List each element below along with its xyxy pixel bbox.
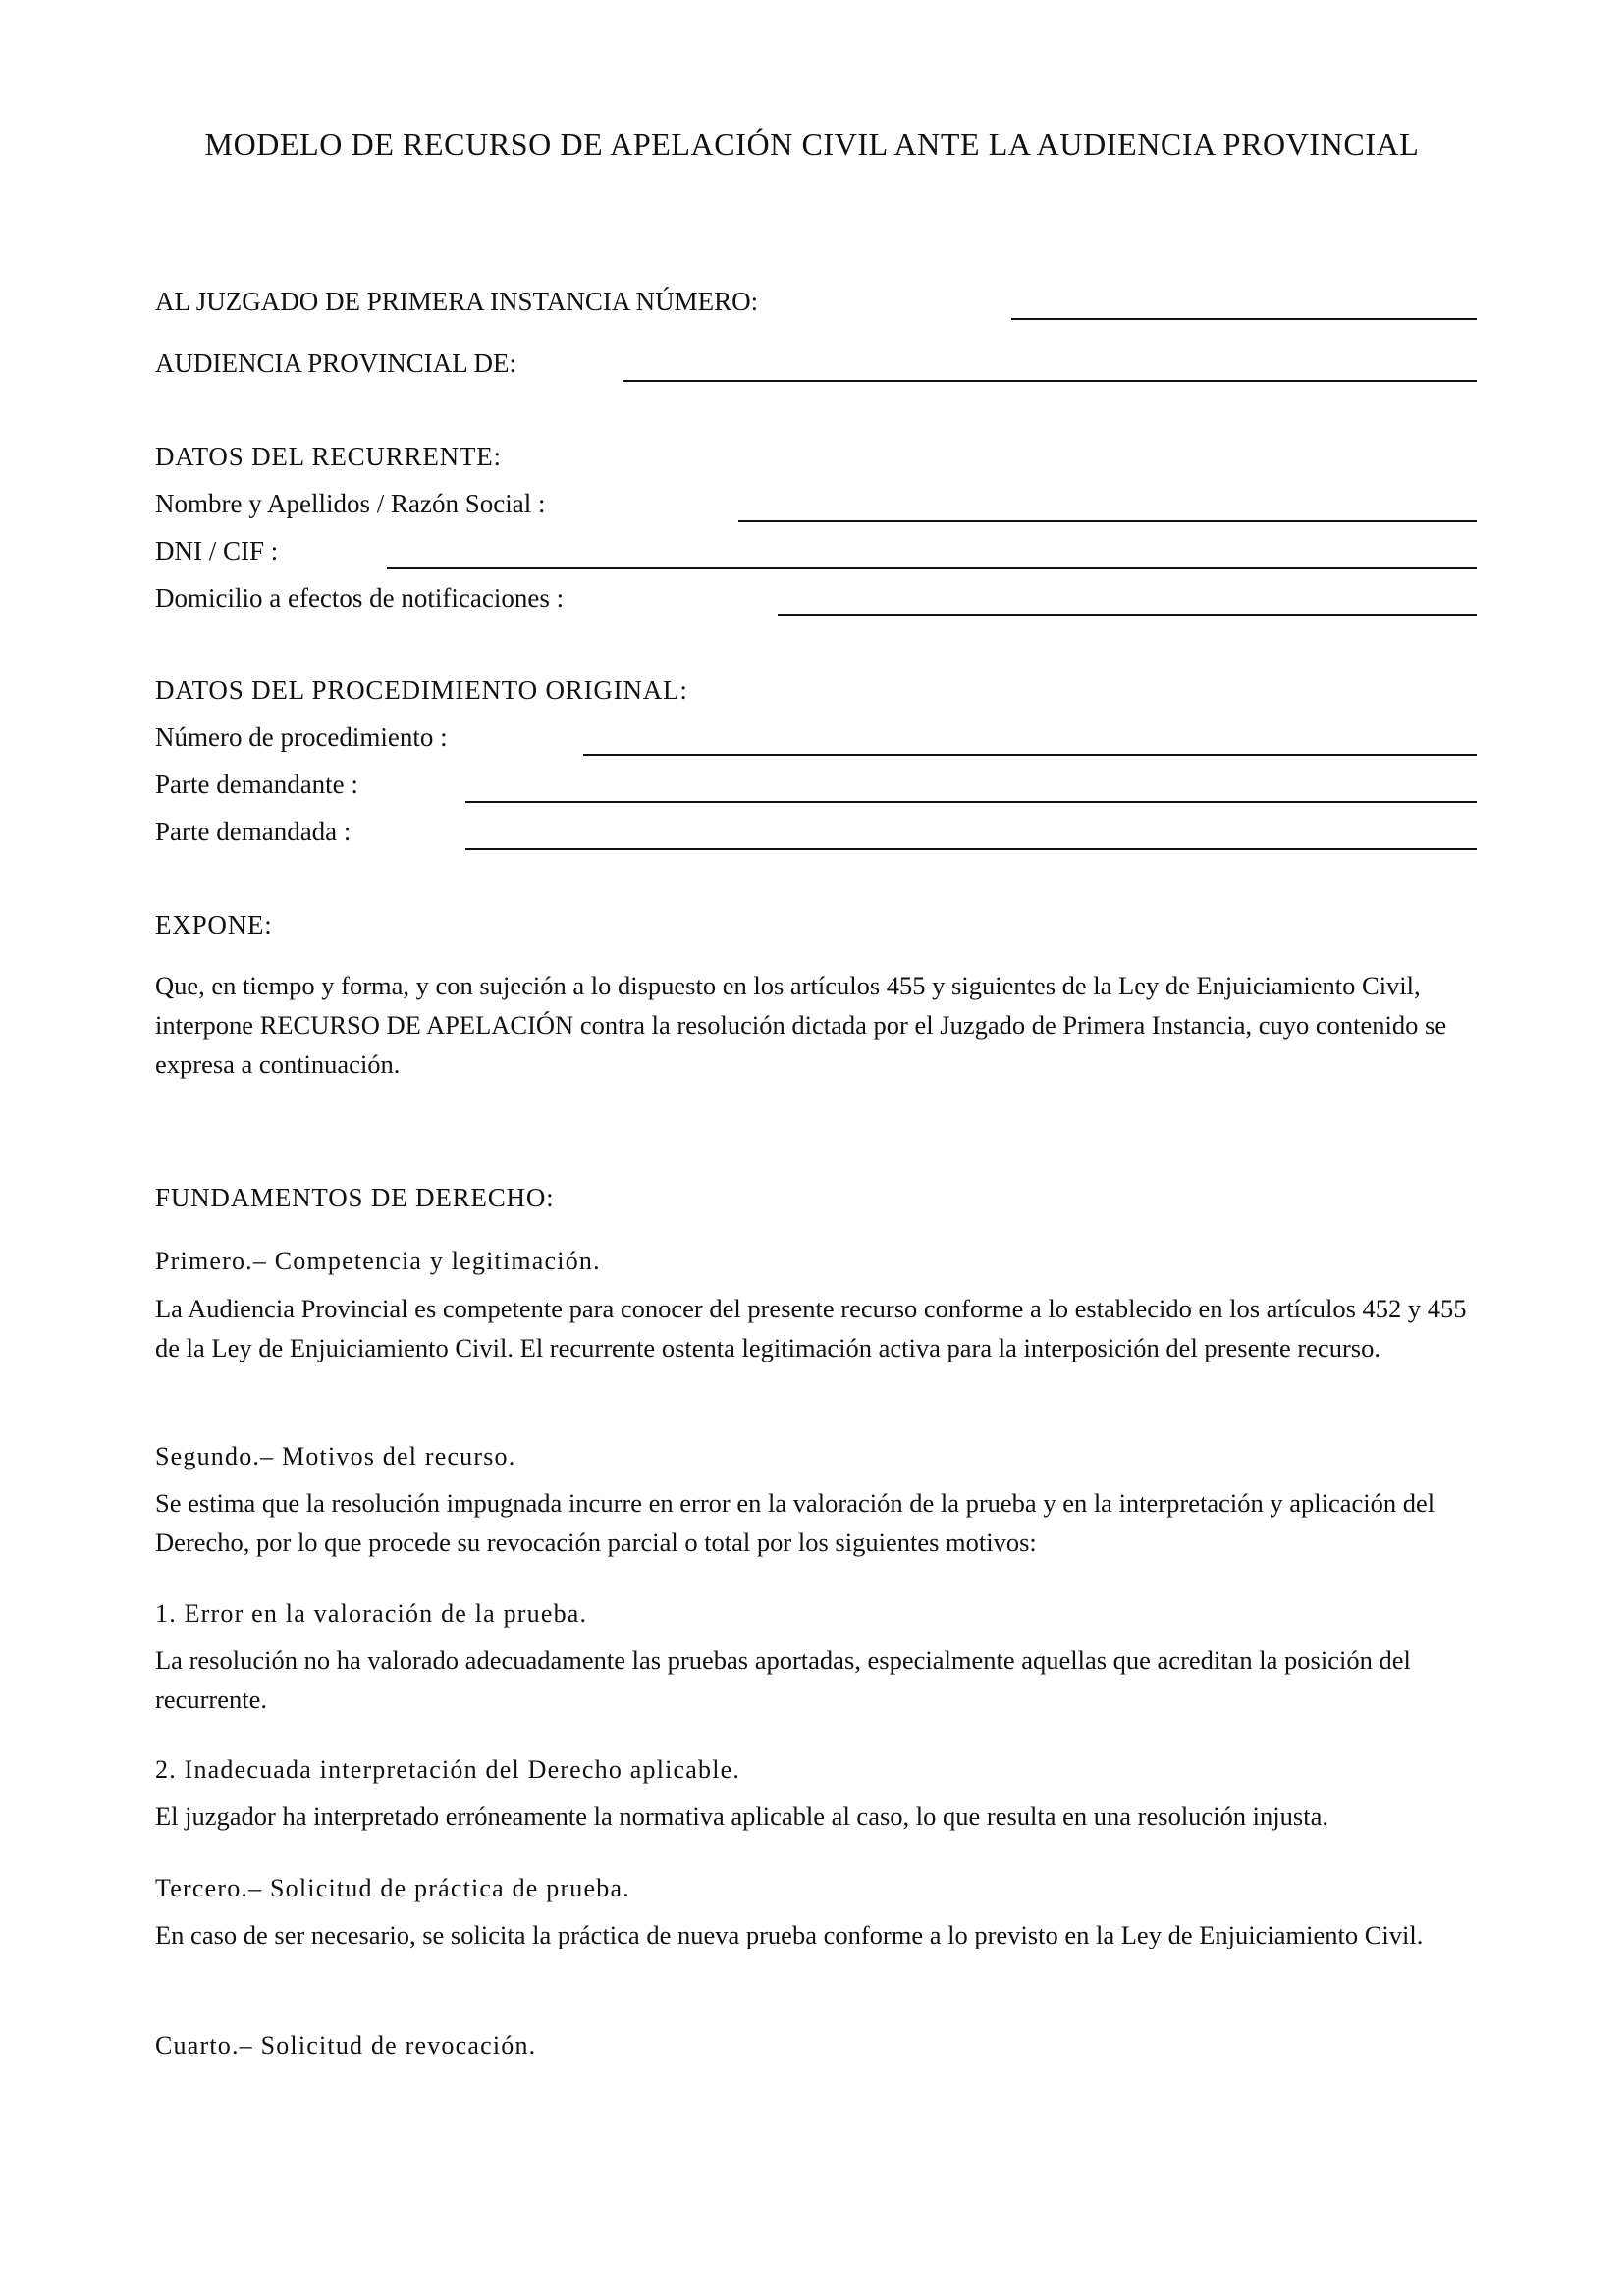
field-parte-demandante [155,768,1477,807]
field-input-line[interactable] [387,567,1477,569]
field-input-line[interactable] [623,380,1477,382]
field-parte-demandada [155,815,1477,854]
field-label: Nombre y Apellidos / Razón Social : [155,489,546,518]
fundamento-title-tercero: Tercero.– Solicitud de práctica de prueba. [155,1874,630,1902]
field-numero-procedimiento [155,721,1477,760]
section-heading-expone: EXPONE: [155,910,273,939]
field-label: Domicilio a efectos de notificaciones : [155,583,565,613]
field-label: DNI / CIF : [155,536,279,565]
field-input-line[interactable] [583,754,1477,756]
field-audiencia-provincial [155,347,1477,386]
field-nombre-razon-social [155,487,1477,526]
field-input-line[interactable] [778,614,1477,616]
field-label: Número de procedimiento : [155,722,448,752]
section-heading-procedimiento: DATOS DEL PROCEDIMIENTO ORIGINAL: [155,675,688,705]
section-heading-recurrente: DATOS DEL RECURRENTE: [155,442,502,471]
field-label: Parte demandante : [155,770,358,799]
motivo-text-2: El juzgador ha interpretado erróneamente la normativa aplicable al caso, lo que resulta en una resolución injusta. [155,1801,1328,1831]
motivo-text-1: La resolución no ha valorado adecuadamente las pruebas aportadas, especialmente aquellas que acreditan la posición del recurrente. [155,1645,1411,1714]
field-input-line[interactable] [465,801,1477,803]
field-dni-cif [155,534,1477,573]
motivo-title-1: 1. Error en la valoración de la prueba. [155,1599,588,1628]
field-domicilio [155,581,1477,620]
fundamento-title-primero: Primero.– Competencia y legitimación. [155,1247,601,1275]
section-heading-fundamentos: FUNDAMENTOS DE DERECHO: [155,1183,555,1212]
fundamento-text-segundo: Se estima que la resolución impugnada incurre en error en la valoración de la prueba y en la interpretación y aplicación del Derecho, por lo que procede su revocación parcial o total por los siguientes motivos: [155,1488,1435,1557]
field-label: AL JUZGADO DE PRIMERA INSTANCIA NÚMERO: [155,287,759,316]
field-juzgado-numero [155,285,1477,324]
motivo-title-2: 2. Inadecuada interpretación del Derecho aplicable. [155,1755,741,1784]
fundamento-text-tercero: En caso de ser necesario, se solicita la práctica de nueva prueba conforme a lo previsto en la Ley de Enjuiciamiento Civil. [155,1920,1424,1949]
fundamento-text-primero: La Audiencia Provincial es competente para conocer del presente recurso conforme a lo establecido en los artículos 452 y 455 de la Ley de Enjuiciamiento Civil. El recurrente ostenta legitimación activa para la interposición del presente recurso. [155,1294,1467,1362]
expone-paragraph: Que, en tiempo y forma, y con sujeción a lo dispuesto en los artículos 455 y siguientes de la Ley de Enjuiciamiento Civil, interpone RECURSO DE APELACIÓN contra la resolución dictada por el Juzgado de Primera Instancia, cuyo contenido se expresa a continuación. [155,971,1447,1079]
document-title: MODELO DE RECURSO DE APELACIÓN CIVIL ANTE LA AUDIENCIA PROVINCIAL [204,127,1420,162]
fundamento-title-cuarto: Cuarto.– Solicitud de revocación. [155,2031,537,2059]
field-input-line[interactable] [1011,318,1477,320]
field-label: AUDIENCIA PROVINCIAL DE: [155,348,516,378]
field-input-line[interactable] [738,520,1477,522]
fundamento-title-segundo: Segundo.– Motivos del recurso. [155,1442,516,1470]
field-input-line[interactable] [465,848,1477,850]
field-label: Parte demandada : [155,817,352,846]
